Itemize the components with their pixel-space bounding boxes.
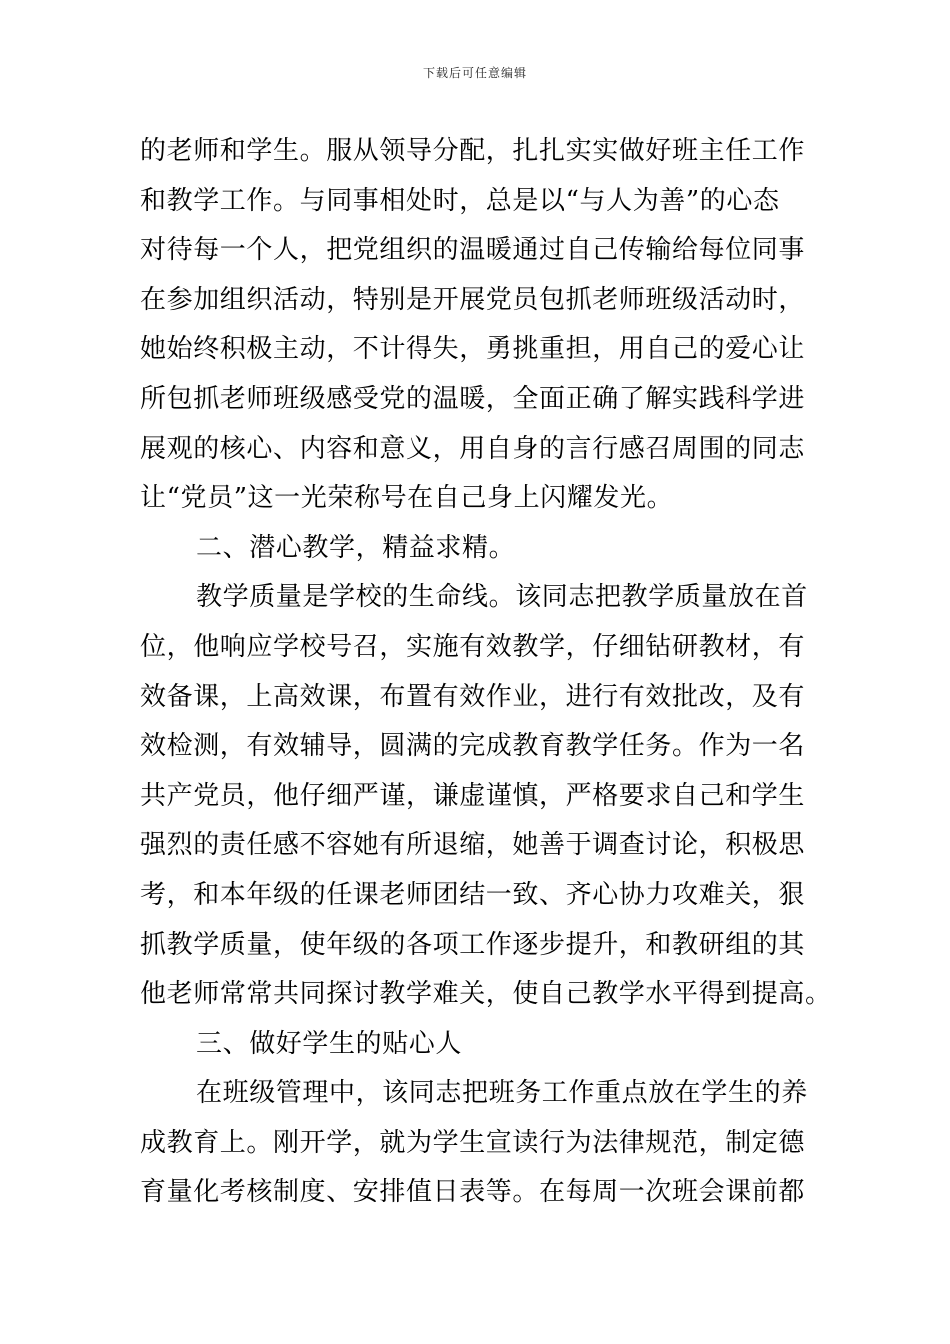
text-line: 成教育上。刚开学，就为学生宣读行为法律规范，制定德 [140, 1127, 806, 1158]
text-line: 考，和本年级的任课老师团结一致、齐心协力攻难关，狠 [140, 879, 806, 910]
text-line: 效备课，上高效课，布置有效作业，进行有效批改，及有 [140, 681, 806, 712]
text-line: 位，他响应学校号召，实施有效教学，仔细钻研教材，有 [140, 631, 806, 662]
text-line: 展观的核心、内容和意义，用自身的言行感召周围的同志 [140, 433, 806, 464]
text-line: 他老师常常共同探讨教学难关，使自己教学水平得到提高。 [140, 979, 832, 1010]
text-line: 在参加组织活动，特别是开展党员包抓老师班级活动时， [140, 284, 806, 315]
text-line: 让“党员”这一光荣称号在自己身上闪耀发光。 [140, 483, 674, 514]
text-line: 共产党员，他仔细严谨，谦虚谨慎，严格要求自己和学生 [140, 780, 806, 811]
text-line: 效检测，有效辅导，圆满的完成教育教学任务。作为一名 [140, 731, 806, 762]
text-line: 育量化考核制度、安排值日表等。在每周一次班会课前都 [140, 1177, 806, 1208]
text-line: 抓教学质量，使年级的各项工作逐步提升，和教研组的其 [140, 929, 806, 960]
text-line: 和教学工作。与同事相处时，总是以“与人为善”的心态 [140, 185, 780, 216]
text-line: 教学质量是学校的生命线。该同志把教学质量放在首 [196, 582, 808, 613]
text-line: 在班级管理中，该同志把班务工作重点放在学生的养 [196, 1078, 808, 1109]
text-line: 她始终积极主动，不计得失，勇挑重担，用自己的爱心让 [140, 334, 806, 365]
text-line: 所包抓老师班级感受党的温暖，全面正确了解实践科学进 [140, 383, 806, 414]
text-line: 强烈的责任感不容她有所退缩，她善于调查讨论，积极思 [140, 830, 806, 861]
text-line: 三、做好学生的贴心人 [196, 1028, 463, 1059]
page-header: 下载后可任意编辑 [422, 66, 527, 80]
text-line: 二、潜心教学，精益求精。 [196, 532, 516, 563]
text-line: 对待每一个人，把党组织的温暖通过自己传输给每位同事 [140, 235, 806, 266]
document-body [140, 127, 832, 1218]
text-line: 的老师和学生。服从领导分配，扎扎实实做好班主任工作 [140, 136, 806, 166]
